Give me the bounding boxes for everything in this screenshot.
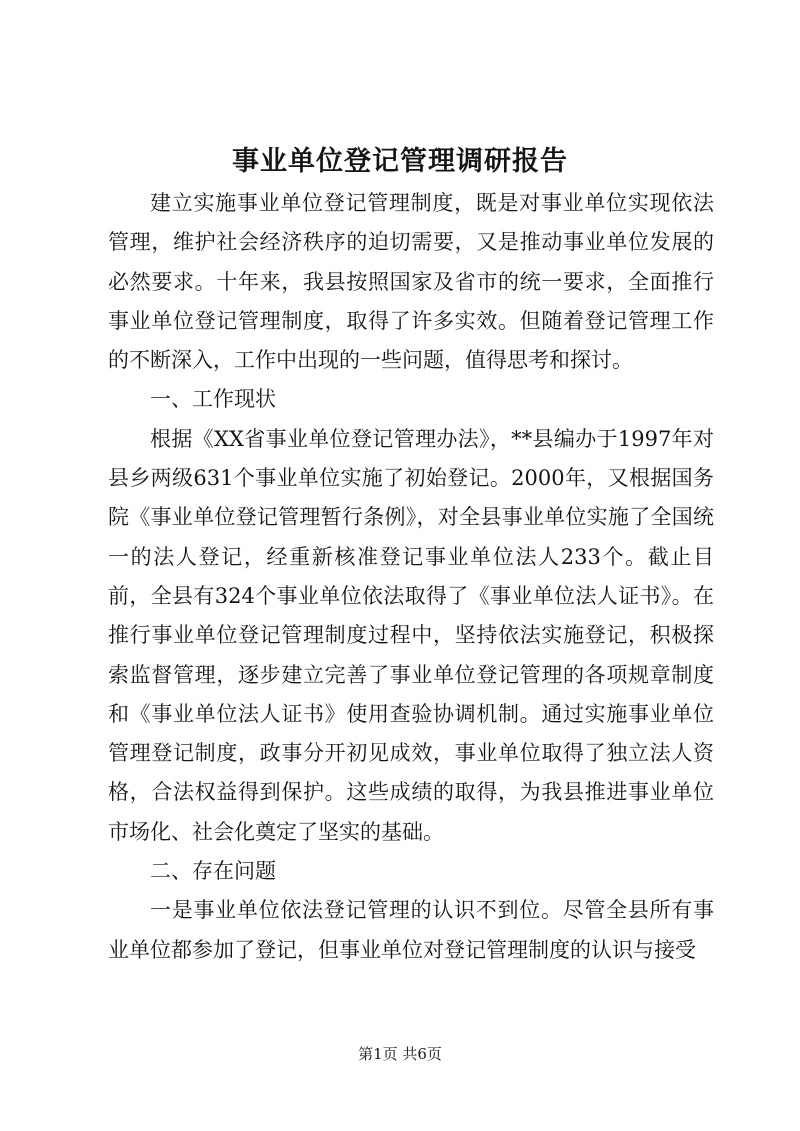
page-footer: 第1页 共6页	[358, 1045, 442, 1063]
section-heading-problems: 二、存在问题	[150, 859, 276, 884]
problems-paragraph: 一是事业单位依法登记管理的认识不到位。尽管全县所有事业单位都参加了登记，但事业单位对登记管理制度的认识与接受	[108, 898, 714, 962]
document-title: 事业单位登记管理调研报告	[232, 146, 568, 177]
intro-paragraph: 建立实施事业单位登记管理制度，既是对事业单位实现依法管理，维护社会经济秩序的迫切需要，又是推动事业单位发展的必然要求。十年来，我县按照国家及省市的统一要求，全面推行事业单位登记管理制度，取得了许多实效。但随着登记管理工作的不断深入，工作中出现的一些问题，值得思考和探讨。	[108, 191, 714, 373]
document-body	[108, 184, 714, 970]
status-paragraph: 根据《XX省事业单位登记管理办法》，**县编办于1997年对县乡两级631个事业单位实施了初始登记。2000年，又根据国务院《事业单位登记管理暂行条例》，对全县事业单位实施了全国统一的法人登记，经重新核准登记事业单位法人233个。截止目前，全县有324个事业单位依法取得了《事业单位法人证书》。在推行事业单位登记管理制度过程中，坚持依法实施登记，积极探索监督管理，逐步建立完善了事业单位登记管理的各项规章制度和《事业单位法人证书》使用查验协调机制。通过实施事业单位管理登记制度，政事分开初见成效，事业单位取得了独立法人资格，合法权益得到保护。这些成绩的取得，为我县推进事业单位市场化、社会化奠定了坚实的基础。	[108, 426, 714, 844]
section-heading-status: 一、工作现状	[150, 387, 276, 412]
